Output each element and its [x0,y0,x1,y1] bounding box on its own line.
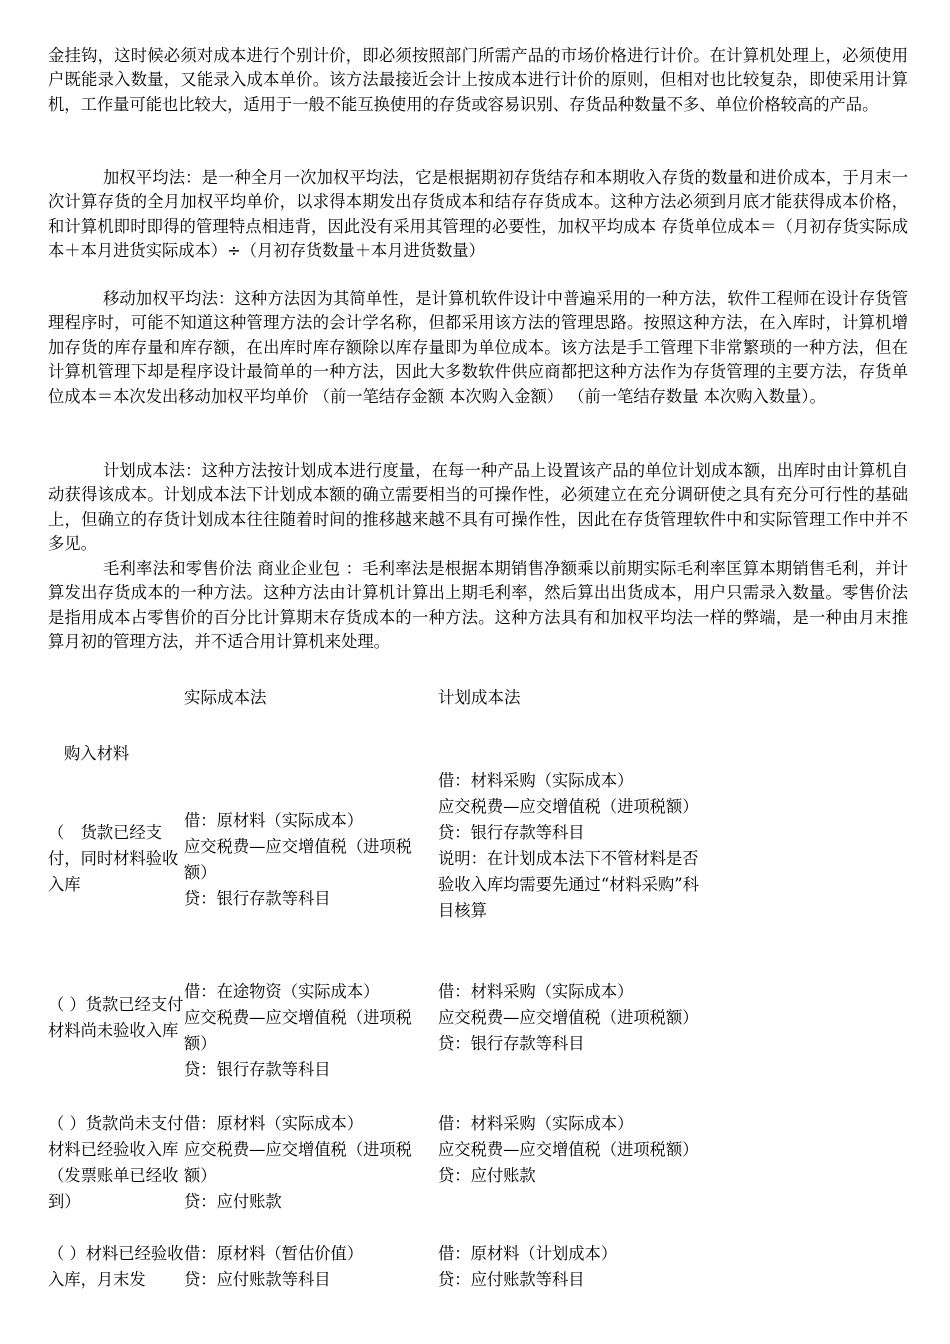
header-actual-cost: 实际成本法 [184,688,267,707]
table-row-label: （ 货款已经支付，同时材料验收入库 [48,823,179,894]
header-planned-cost: 计划成本法 [438,688,521,707]
table-cell-actual: 借：原材料（实际成本） 应交税费—应交增值税（进项税额） 贷：银行存款等科目 [184,811,412,908]
table-cell-plan: 借：材料采购（实际成本） 应交税费—应交增值税（进项税额） 贷：银行存款等科目 [438,982,699,1053]
paragraph-gross-margin-retail: 毛利率法和零售价法 商业企业包 ：毛利率法是根据本期销售净额乘以前期实际毛利率匡算本期销售毛利，并计算发出存货成本的一种方法。这种方法由计算机计算出上期毛利率，然后算出出货成本，用户只需录入数量。零售价法是指用成本占零售价的百分比计算期末存货成本的一种方法。这种方法具有和加权平均法一样的弊端，是一种由月末推算月初的管理方法，并不适合用计算机来处理。 [48,559,908,652]
table-cell-actual: 借：原材料（暂估价值） 贷：应付账款等科目 [184,1244,364,1289]
table-cell-plan: 借：原材料（计划成本） 贷：应付账款等科目 [438,1244,618,1289]
table-cell-actual: 借：在途物资（实际成本） 应交税费—应交增值税（进项税额） 贷：银行存款等科目 [184,982,412,1079]
table-cell-actual: 借：原材料（实际成本） 应交税费—应交增值税（进项税额） 贷：应付账款 [184,1114,412,1211]
paragraph-planned-cost: 计划成本法：这种方法按计划成本进行度量，在每一种产品上设置该产品的单位计划成本额，出库时由计算机自动获得该成本。计划成本法下计划成本额的确立需要相当的可操作性，必须建立在充分调研使之具有充分可行性的基础上，但确立的存货计划成本往往随着时间的推移越来越不具有可操作性，因此在存货管理软件中和实际管理工作中并不多见。 [48,461,908,554]
table-row-label: （ ）货款尚未支付材料已经验收入库（发票账单已经收到） [48,1114,184,1211]
table-cell-plan: 借：材料采购（实际成本） 应交税费—应交增值税（进项税额） 贷：银行存款等科目 说明：在计划成本法下不管材料是否验收入库均需要先通过“材料采购”科目核算 [438,771,699,920]
paragraph-individual-pricing: 金挂钩，这时候必须对成本进行个别计价，即必须按照部门所需产品的市场价格进行计价。在计算机处理上，必须使用户既能录入数量，又能录入成本单价。该方法最接近会计上按成本进行计价的原则，但相对也比较复杂，即使采用计算机，工作量可能也比较大，适用于一般不能互换使用的存货或容易识别、存货品种数量不多、单位价格较高的产品。 [48,46,908,114]
table-row-label: （ ）材料已经验收入库，月末发 [48,1244,184,1289]
paragraph-weighted-average: 加权平均法：是一种全月一次加权平均法，它是根据期初存货结存和本期收入存货的数量和进价成本，于月末一次计算存货的全月加权平均单价，以求得本期发出存货成本和结存存货成本。这种方法必须到月底才能获得成本价格，和计算机即时即得的管理特点相违背，因此没有采用其管理的必要性，加权平均成本 存货单位成本＝（月初存货实际成本＋本月进货实际成本）÷（月初存货数量＋本月进货数量） [48,168,908,261]
section-title-purchase-materials: 购入材料 [64,744,130,763]
table-cell-plan: 借：材料采购（实际成本） 应交税费—应交增值税（进项税额） 贷：应付账款 [438,1114,699,1185]
paragraph-moving-weighted-average: 移动加权平均法：这种方法因为其简单性，是计算机软件设计中普遍采用的一种方法，软件工程师在设计存货管理程序时，可能不知道这种管理方法的会计学名称，但都采用该方法的管理思路。按照这种方法，在入库时，计算机增加存货的库存量和库存额，在出库时库存额除以库存量即为单位成本。该方法是手工管理下非常繁琐的一种方法，但在计算机管理下却是程序设计最简单的一种方法，因此大多数软件供应商都把这种方法作为存货管理的主要方法，存货单位成本＝本次发出移动加权平均单价 （前一笔结存金额 本次购入金额） （前一笔结存数量 本次购入数量）。 [48,289,908,406]
table-row-label: （ ）货款已经支付材料尚未验收入库 [48,995,184,1040]
